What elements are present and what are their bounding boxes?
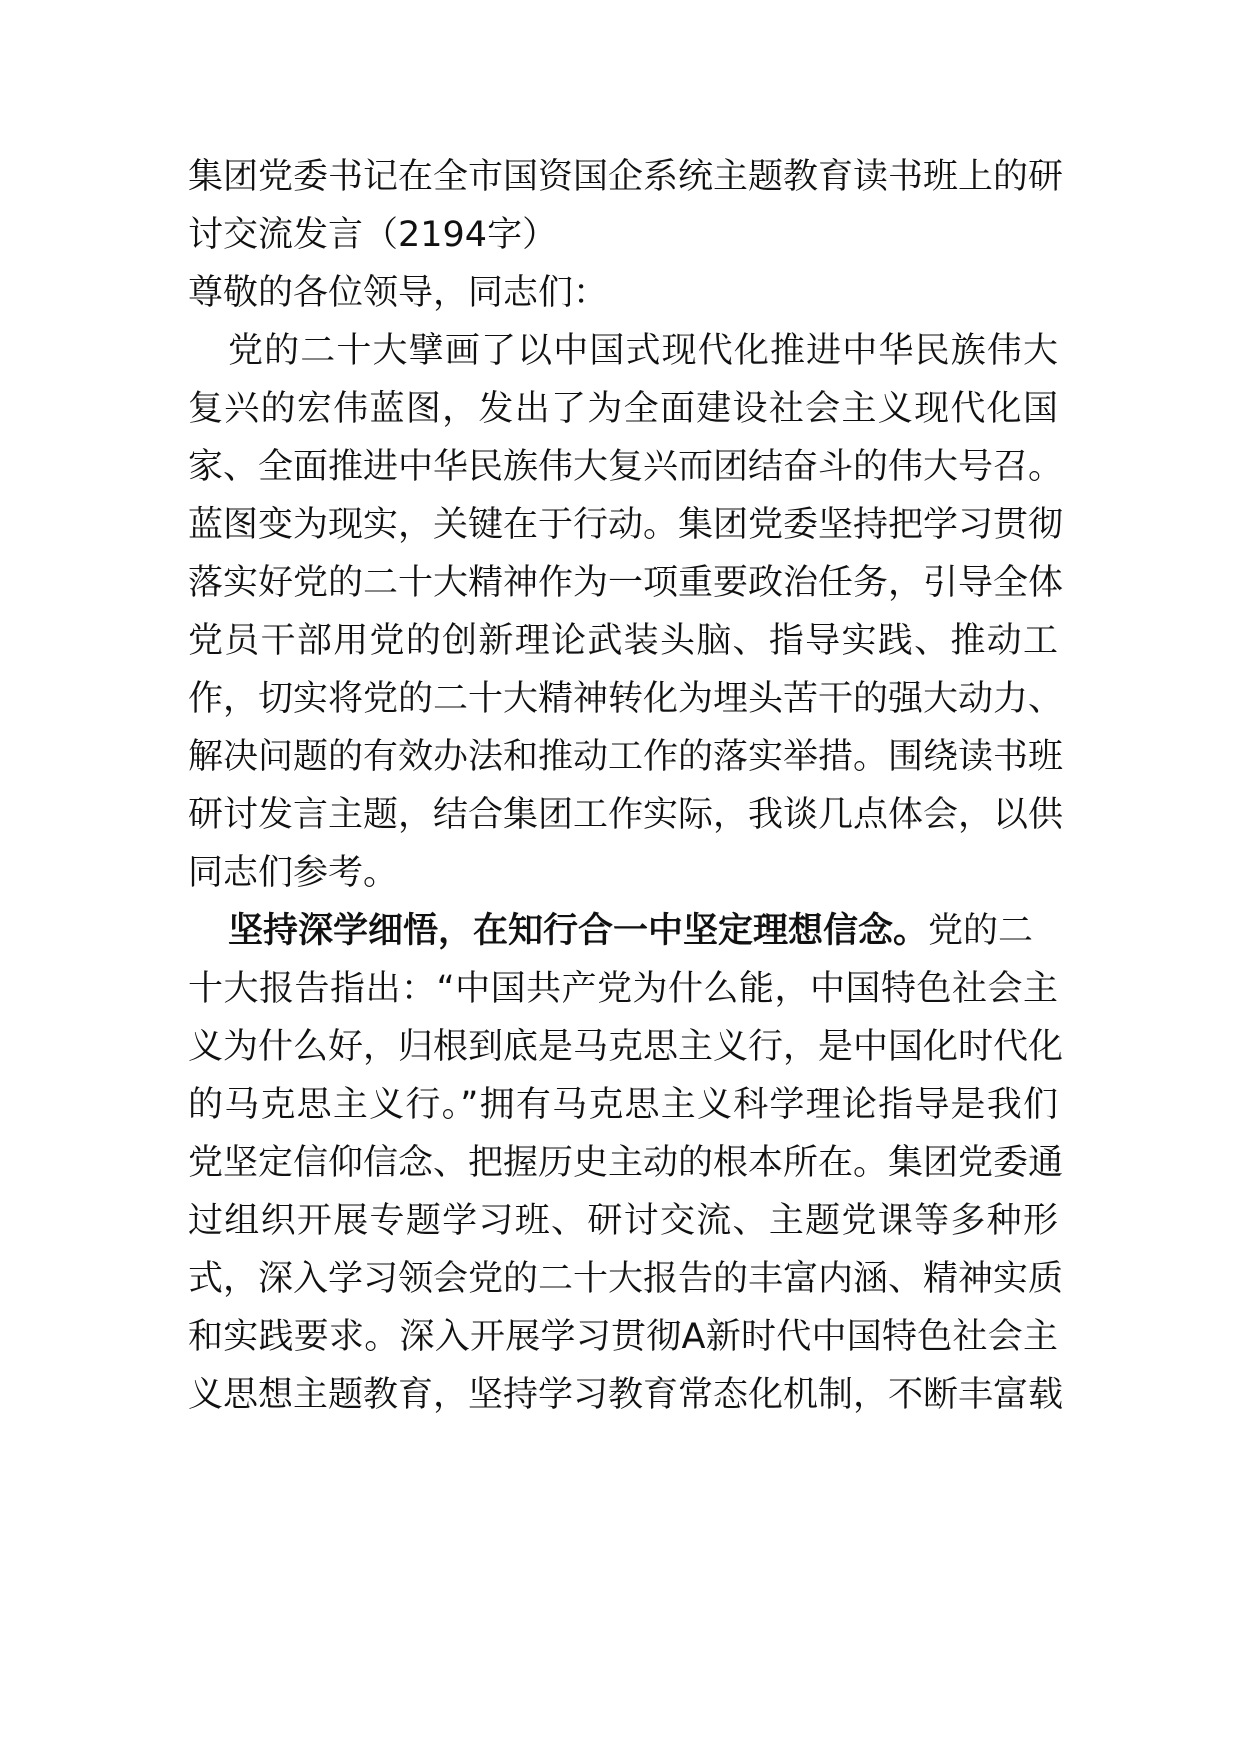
paragraph-2-heading: 坚持深学细悟，在知行合一中坚定理想信念。 [228, 911, 929, 951]
paragraph-2-line-2: 十大报告指出：“中国共产党为什么能，中国特色社会主 [188, 969, 1058, 1009]
paragraph-1-line-5: 落实好党的二十大精神作为一项重要政治任务，引导全体 [188, 563, 1064, 603]
paragraph-2-line-1 [228, 898, 1058, 964]
paragraph-1-line-4: 蓝图变为现实，关键在于行动。集团党委坚持把学习贯彻 [188, 505, 1064, 545]
paragraph-2-line-3: 义为什么好，归根到底是马克思主义行，是中国化时代化 [188, 1027, 1064, 1067]
document-title-line-2: 讨交流发言（2194字） [188, 215, 558, 255]
paragraph-2-line-5: 党坚定信仰信念、把握历史主动的根本所在。集团党委通 [188, 1143, 1064, 1183]
paragraph-1-line-3: 家、全面推进中华民族伟大复兴而团结奋斗的伟大号召。 [188, 447, 1064, 487]
paragraph-1-line-2: 复兴的宏伟蓝图，发出了为全面建设社会主义现代化国 [188, 389, 1058, 429]
paragraph-1-line-6: 党员干部用党的创新理论武装头脑、指导实践、推动工 [188, 621, 1058, 661]
paragraph-1-line-9: 研讨发言主题，结合集团工作实际，我谈几点体会，以供 [188, 795, 1064, 835]
salutation: 尊敬的各位领导，同志们： [188, 273, 609, 313]
paragraph-1-line-7: 作，切实将党的二十大精神转化为埋头苦干的强大动力、 [188, 679, 1064, 719]
paragraph-2-lead-text: 党的二 [928, 911, 1034, 951]
paragraph-1-line-10: 同志们参考。 [188, 853, 399, 893]
paragraph-2-line-7: 式，深入学习领会党的二十大报告的丰富内涵、精神实质 [188, 1259, 1064, 1299]
paragraph-2-line-4: 的马克思主义行。”拥有马克思主义科学理论指导是我们 [188, 1085, 1058, 1125]
document-title-line-1: 集团党委书记在全市国资国企系统主题教育读书班上的研 [188, 157, 1064, 197]
paragraph-2-line-9: 义思想主题教育，坚持学习教育常态化机制，不断丰富载 [188, 1375, 1064, 1415]
paragraph-2-line-8: 和实践要求。深入开展学习贯彻A新时代中国特色社会主 [188, 1317, 1058, 1357]
paragraph-2-line-6: 过组织开展专题学习班、研讨交流、主题党课等多种形 [188, 1201, 1058, 1241]
paragraph-1-line-8: 解决问题的有效办法和推动工作的落实举措。围绕读书班 [188, 737, 1064, 777]
paragraph-1-line-1: 党的二十大擘画了以中国式现代化推进中华民族伟大 [228, 331, 1058, 371]
